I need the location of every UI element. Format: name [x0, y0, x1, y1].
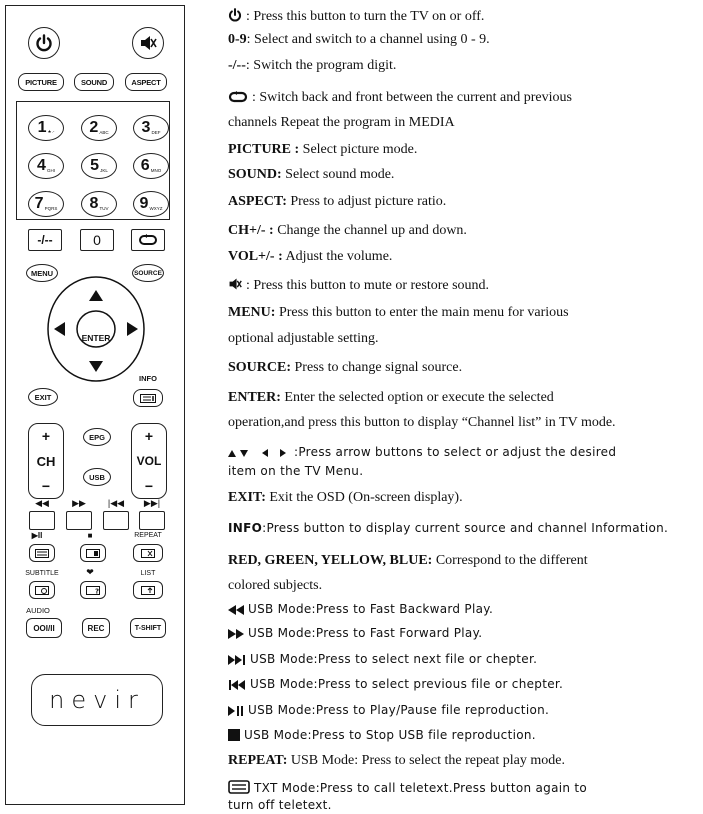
info-icon [140, 394, 156, 403]
legend-line [228, 195, 446, 209]
return-icon [138, 234, 158, 246]
number-button-3[interactable] [133, 115, 169, 141]
legend-line [228, 653, 537, 667]
legend-line [228, 780, 587, 796]
legend-text: Adjust the volume. [282, 249, 393, 264]
power-icon [228, 8, 242, 26]
number-button-6[interactable] [133, 153, 169, 179]
legend-text: USB Mode:Press to Fast Forward Play. [248, 626, 483, 640]
number-letters: MNO [150, 167, 162, 173]
epg-button[interactable]: EPG [83, 428, 111, 446]
hold-button[interactable] [80, 544, 106, 562]
legend-line [228, 554, 588, 568]
legend-line [228, 729, 536, 743]
green-button[interactable] [66, 511, 92, 530]
number-digit: 4 [37, 157, 46, 174]
legend-line [228, 465, 363, 477]
info-label: INFO [139, 374, 157, 383]
legend-key: CH+/- : [228, 223, 274, 238]
legend-key: RED, GREEN, YELLOW, BLUE: [228, 553, 433, 568]
list-icon [141, 586, 155, 595]
legend-text: USB Mode: Press to select the repeat play mode. [287, 753, 565, 768]
legend-key: SOURCE: [228, 360, 292, 375]
stop-icon [228, 729, 240, 743]
number-letters: WXYZ [149, 205, 163, 211]
legend-text: USB Mode:Press to Fast Backward Play. [248, 602, 494, 616]
legend-text: USB Mode:Press to select next file or chepter. [250, 652, 538, 666]
number-letters: TUV [99, 205, 109, 211]
play-pause-icon [228, 706, 244, 718]
legend-key: -/-- [228, 58, 246, 73]
next-icon: ▶▶| [143, 498, 161, 508]
return-icon [228, 91, 248, 107]
subtitle-button[interactable] [29, 581, 55, 599]
rewind-icon [228, 605, 244, 617]
legend-line [228, 168, 394, 182]
source-button[interactable]: SOURCE [132, 264, 164, 282]
legend-text: Change the channel up and down. [273, 223, 467, 238]
legend-line [228, 33, 490, 47]
menu-button[interactable]: MENU [26, 264, 58, 282]
legend-line [228, 59, 396, 73]
legend-text: Press to adjust picture ratio. [286, 194, 447, 209]
legend-text: USB Mode:Press to Stop USB file reproduction. [244, 728, 536, 742]
legend-text: : Select and switch to a channel using 0 - 9. [246, 32, 490, 47]
subtitle-label: SUBTITLE [25, 570, 59, 577]
legend-line [228, 799, 332, 811]
legend-text: : Switch back and front between the current and previous [252, 90, 572, 105]
legend-line [228, 116, 455, 130]
blue-button[interactable] [139, 511, 165, 530]
list-button[interactable] [133, 581, 163, 599]
number-digit: 9 [139, 195, 149, 212]
number-digit: 5 [90, 157, 100, 174]
legend-line [228, 416, 616, 430]
info-button[interactable] [133, 389, 163, 407]
number-button-7[interactable] [28, 191, 64, 217]
legend-key: ENTER: [228, 390, 281, 405]
number-button-5[interactable] [81, 153, 117, 179]
hold-icon [86, 549, 100, 558]
volume-up[interactable]: + [144, 428, 154, 444]
legend-key: SOUND: [228, 167, 282, 182]
previous-icon [228, 680, 246, 692]
legend-line [228, 250, 392, 264]
number-button-9[interactable] [133, 191, 169, 217]
power-button[interactable] [28, 27, 60, 59]
legend-line [228, 143, 417, 157]
next-icon [228, 655, 246, 667]
teletext-icon [228, 780, 250, 796]
number-button-1[interactable] [28, 115, 64, 141]
legend-line [228, 627, 482, 641]
play-pause-icon: ▶II [31, 531, 43, 540]
legend-text: Exit the OSD (On-screen display). [265, 490, 463, 505]
legend-text: :Press arrow buttons to select or adjust the desired [294, 445, 617, 459]
number-digit: 3 [141, 119, 151, 136]
number-digit: 7 [34, 195, 44, 212]
svg-text:?: ? [95, 587, 100, 595]
legend-text: Select picture mode. [299, 142, 418, 157]
reveal-icon [86, 586, 100, 595]
legend-key: EXIT: [228, 490, 266, 505]
stop-icon: ■ [87, 531, 93, 540]
legend-text: optional adjustable setting. [228, 331, 379, 346]
audio-button[interactable]: OOI/II [26, 618, 62, 638]
legend-text: : Press this button to turn the TV on or off. [246, 9, 485, 24]
repeat-icon [141, 549, 155, 558]
legend-text: :Press button to display current source and channel Information. [262, 521, 669, 535]
audio-label: AUDIO [26, 606, 50, 615]
fast-forward-icon [228, 629, 244, 641]
remote-control [5, 5, 185, 805]
legend-line [228, 306, 569, 320]
legend-line [228, 91, 572, 107]
channel-rocker[interactable] [28, 423, 64, 499]
channel-label: CH [36, 453, 56, 469]
rewind-icon: ◀◀ [35, 498, 49, 508]
legend-line [228, 754, 565, 768]
yellow-button[interactable] [103, 511, 129, 530]
legend-line [228, 446, 616, 460]
legend-key: ASPECT: [228, 194, 287, 209]
list-label: LIST [140, 570, 156, 577]
number-button-8[interactable] [81, 191, 117, 217]
subtitle-icon [35, 586, 49, 595]
channel-up[interactable]: + [41, 428, 51, 444]
number-digit: 8 [89, 195, 99, 212]
previous-icon: |◀◀ [107, 498, 125, 508]
usb-button[interactable]: USB [83, 468, 111, 486]
legend-text: TXT Mode:Press to call teletext.Press button again to [254, 781, 588, 795]
teletext-button[interactable] [29, 544, 55, 562]
timeshift-button[interactable]: T-SHIFT [130, 618, 166, 638]
volume-rocker[interactable] [131, 423, 167, 499]
legend-text: USB Mode:Press to Play/Pause file reproduction. [248, 703, 550, 717]
arrows-icon [228, 448, 290, 460]
legend-line [228, 361, 462, 375]
legend-text: USB Mode:Press to select previous file or chepter. [250, 677, 564, 691]
number-digit: 1 [37, 119, 47, 136]
legend-key: PICTURE : [228, 142, 300, 157]
legend-text: channels Repeat the program in MEDIA [228, 115, 455, 130]
brand-logo [31, 674, 163, 726]
legend-text: Press to change signal source. [291, 360, 463, 375]
picture-button[interactable]: PICTURE [18, 73, 64, 91]
legend-text: colored subjects. [228, 578, 323, 593]
record-button[interactable]: REC [82, 618, 110, 638]
number-letters: JKL [100, 167, 108, 173]
legend-text: : Press this button to mute or restore sound. [246, 278, 490, 293]
legend-text: Press this button to enter the main menu for various [275, 305, 569, 320]
repeat-button[interactable] [133, 544, 163, 562]
teletext-icon [35, 549, 49, 558]
fast-forward-icon: ▶▶ [72, 498, 86, 508]
legend-line [228, 277, 489, 295]
number-letters: GHI [46, 167, 55, 173]
legend-line [228, 603, 493, 617]
legend-text: Select sound mode. [281, 167, 395, 182]
legend-line [228, 678, 563, 692]
number-letters: ABC [99, 129, 109, 135]
legend-line [228, 704, 549, 718]
enter-button[interactable]: ENTER [81, 333, 111, 343]
channel-down[interactable]: − [41, 478, 51, 494]
legend-text: operation,and press this button to display “Channel list” in TV mode. [228, 415, 616, 430]
navigation-pad[interactable] [46, 274, 146, 384]
number-letters: ★.- [47, 129, 55, 134]
number-button-4[interactable] [28, 153, 64, 179]
sound-button[interactable]: SOUND [74, 73, 114, 91]
mute-icon [139, 34, 157, 52]
legend-text: item on the TV Menu. [228, 464, 364, 478]
legend-key: REPEAT: [228, 753, 288, 768]
zero-button[interactable]: 0 [80, 229, 114, 251]
legend-line [228, 491, 463, 505]
aspect-button[interactable]: ASPECT [125, 73, 167, 91]
power-icon [35, 34, 53, 52]
legend-text: : Switch the program digit. [245, 58, 397, 73]
volume-down[interactable]: − [144, 478, 154, 494]
number-letters: PQRS [44, 205, 58, 211]
exit-button[interactable]: EXIT [28, 388, 58, 406]
legend-text: Enter the selected option or execute the selected [280, 390, 554, 405]
red-button[interactable] [29, 511, 55, 530]
favorite-icon: ❤ [86, 567, 94, 577]
reveal-button[interactable] [80, 581, 106, 599]
legend-line [228, 391, 554, 405]
digit-switch-button[interactable]: -/-- [28, 229, 62, 251]
brand-name: nevir [49, 686, 145, 714]
return-button[interactable] [131, 229, 165, 251]
legend-text: Correspond to the different [432, 553, 588, 568]
number-button-2[interactable] [81, 115, 117, 141]
legend-line [228, 579, 322, 593]
legend-line [228, 8, 484, 26]
legend-key: 0-9 [228, 32, 247, 47]
mute-button[interactable] [132, 27, 164, 59]
legend-key: VOL+/- : [228, 249, 283, 264]
number-letters: DEF [151, 129, 161, 135]
number-digit: 6 [140, 157, 150, 174]
legend-key: INFO [228, 521, 263, 535]
legend-text: turn off teletext. [228, 798, 332, 812]
volume-label: VOL [136, 454, 162, 468]
repeat-label: REPEAT [134, 532, 162, 539]
mute-icon [228, 277, 242, 295]
legend-line [228, 224, 467, 238]
number-digit: 2 [89, 119, 99, 136]
legend-line [228, 332, 378, 346]
legend-line [228, 522, 668, 534]
legend-key: MENU: [228, 305, 276, 320]
